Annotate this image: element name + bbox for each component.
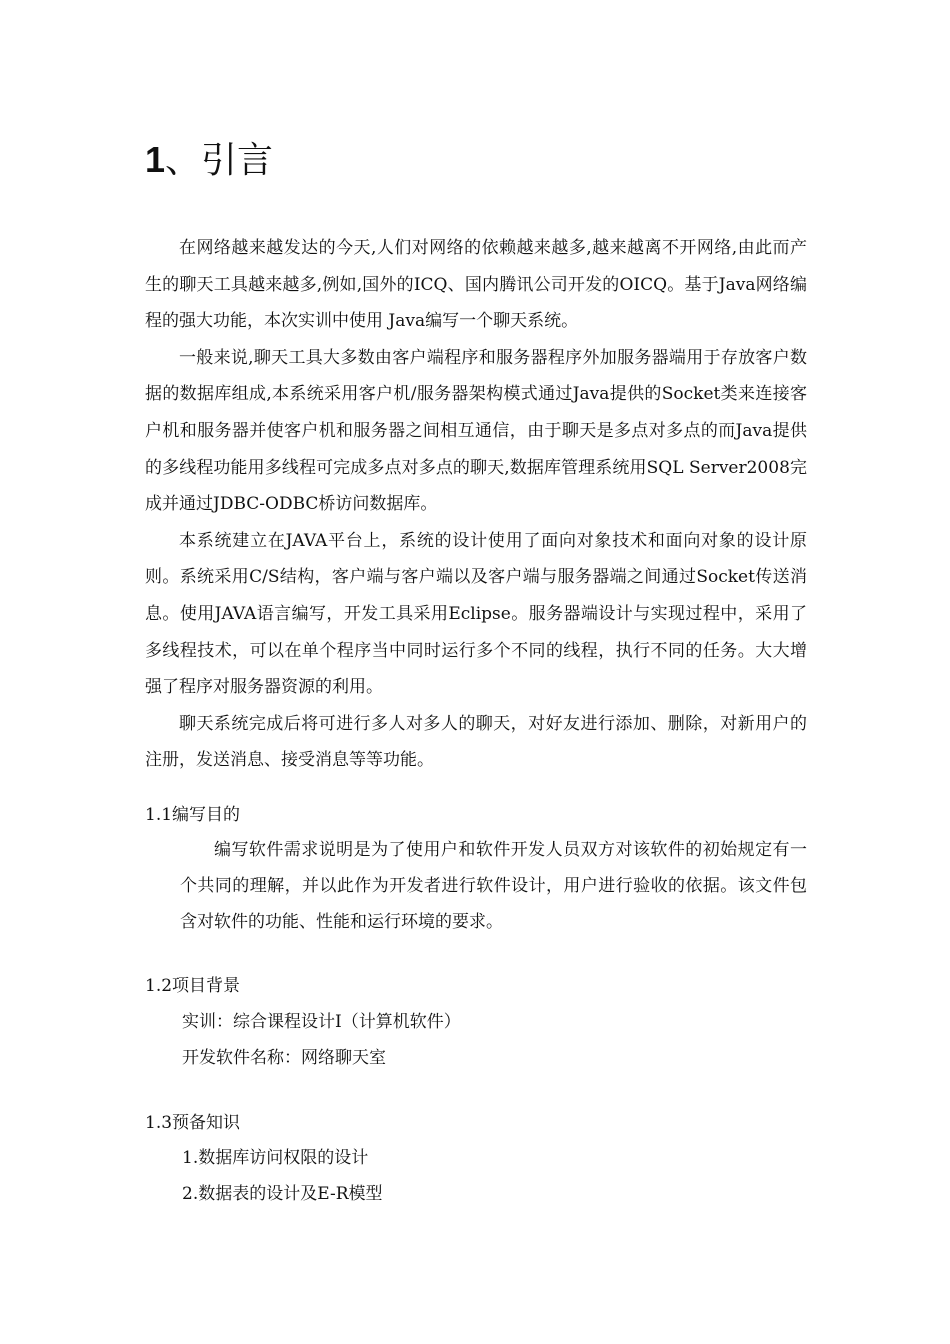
chapter-heading	[145, 140, 273, 181]
section-1-3-line-2: 2.数据表的设计及E-R模型	[182, 1184, 383, 1204]
section-1-1-text: 编写软件需求说明是为了使用户和软件开发人员双方对该软件的初始规定有一个共同的理解，并以此作为开发者进行软件设计，用户进行验收的依据。该文件包含对软件的功能、性能和运行环境的要求。	[180, 840, 807, 932]
section-1-2-line-1: 实训：综合课程设计Ⅰ（计算机软件）	[182, 1012, 461, 1032]
chapter-number: 1	[145, 139, 166, 180]
intro-body	[145, 230, 807, 779]
section-1-2-title: 1.2项目背景	[145, 976, 241, 996]
chapter-title: 、引言	[165, 140, 274, 181]
intro-paragraph-1: 在网络越来越发达的今天,人们对网络的依赖越来越多,越来越离不开网络,由此而产生的聊天工具越来越多,例如,国外的ICQ、国内腾讯公司开发的OICQ。基于Java网络编程的强大功能，本次实训中使用 Java编写一个聊天系统。	[145, 238, 807, 332]
intro-paragraph-4: 聊天系统完成后将可进行多人对多人的聊天，对好友进行添加、删除，对新用户的注册，发送消息、接受消息等等功能。	[145, 713, 807, 771]
section-1-1-title: 1.1编写目的	[145, 805, 241, 825]
section-1-2-line-2: 开发软件名称：网络聊天室	[182, 1048, 386, 1068]
section-1-3-line-1: 1.数据库访问权限的设计	[182, 1148, 369, 1168]
section-1-1-paragraph	[180, 832, 807, 940]
intro-paragraph-2: 一般来说,聊天工具大多数由客户端程序和服务器程序外加服务器端用于存放客户数据的数据库组成,本系统采用客户机/服务器架构模式通过Java提供的Socket类来连接客户机和服务器并使客户机和服务器之间相互通信，由于聊天是多点对多点的而Java提供的多线程功能用多线程可完成多点对多点的聊天,数据库管理系统用SQL Server2008完成并通过JDBC-ODBC桥访问数据库。	[145, 347, 807, 515]
intro-paragraph-3: 本系统建立在JAVA平台上，系统的设计使用了面向对象技术和面向对象的设计原则。系统采用C/S结构，客户端与客户端以及客户端与服务器端之间通过Socket传送消息。使用JAVA语言编写，开发工具采用Eclipse。服务器端设计与实现过程中，采用了多线程技术，可以在单个程序当中同时运行多个不同的线程，执行不同的任务。大大增强了程序对服务器资源的利用。	[145, 530, 807, 698]
section-1-3-title: 1.3预备知识	[145, 1113, 241, 1133]
